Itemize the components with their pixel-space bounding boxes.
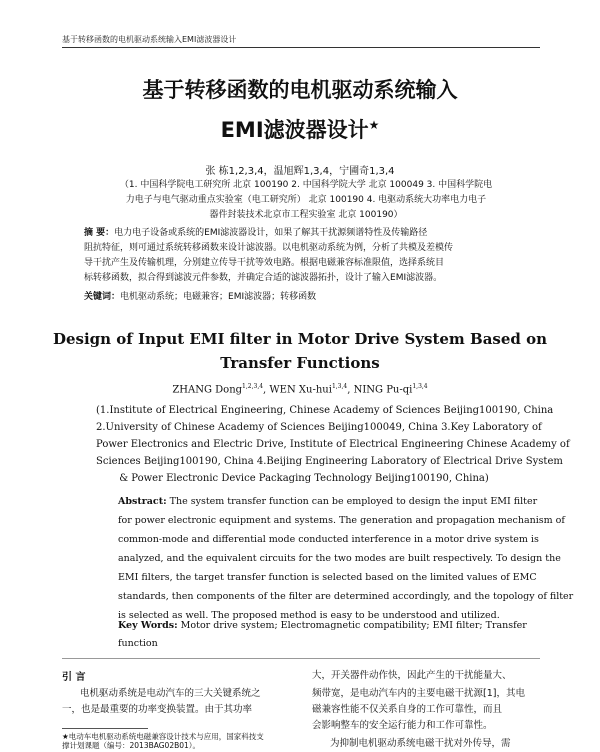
abstract-cn-line: 标转移函数，拟合得到滤波元件参数，并确定合适的滤波器拓扑，设计了输入EMI滤波器。 xyxy=(84,273,443,283)
abstract-cn-line: 阻抗特征，则可通过系统转移函数来设计滤波器。以电机驱动系统为例，分析了共模及差模传 xyxy=(84,243,454,253)
intro-right-line: 磁兼容性能不仅关系自身的工作可靠性，而且 xyxy=(312,704,503,715)
affiliation-cn-line: （1. 中国科学院电工研究所 北京 100190 2. 中国科学院大学 北京 100049 3. 中国科学院电 xyxy=(119,180,493,190)
title-en-line2: Transfer Functions xyxy=(220,354,380,372)
footnote-line: ★电动车电机驱动系统电磁兼容设计技术与应用，国家科技支 xyxy=(62,732,264,741)
author-en-3-sup: 1,3,4 xyxy=(412,383,428,390)
affiliation-en-line: Sciences Beijing100190, China 4.Beijing Engineering Laboratory of Electrical Drive System xyxy=(96,456,563,467)
keywords-cn-label: 关键词： xyxy=(84,292,121,302)
author-en-2: WEN Xu-hui xyxy=(269,384,332,396)
abstract-cn-label: 摘 要： xyxy=(84,228,115,238)
intro-left-line: 电机驱动系统是电动汽车的三大关键系统之 xyxy=(80,688,261,699)
keywords-en-label: Key Words: xyxy=(118,620,178,631)
intro-right-line: 大，开关器件动作快，因此产生的干扰能量大、 xyxy=(312,670,512,681)
affiliation-en-line: Power Electronics and Electric Drive, Institute of Electrical Engineering Chinese Academy of xyxy=(96,439,570,450)
authors-cn: 张 栋1,2,3,4，温旭辉1,3,4，宁圃奇1,3,4 xyxy=(205,166,395,177)
section-divider xyxy=(62,658,540,659)
author-en-1-sup: 1,2,3,4 xyxy=(242,383,264,390)
keywords-en-line2: function xyxy=(118,638,158,649)
affiliation-cn-line: 器件封装技术北京市工程实验室 北京 100190） xyxy=(209,210,403,220)
keywords-cn-text: 电机驱动系统；电磁兼容；EMI滤波器；转移函数 xyxy=(120,292,317,302)
abstract-en-line xyxy=(118,492,538,512)
title-cn-line2: EMI滤波器设计 xyxy=(220,118,369,142)
intro-heading: 引 言 xyxy=(62,672,86,683)
abstract-en-label: Abstract: xyxy=(118,496,167,507)
author-en-1: ZHANG Dong xyxy=(172,384,243,396)
abstract-en-text: The system transfer function can be employed to design the input EMI filter xyxy=(166,496,538,507)
running-header: 基于转移函数的电机驱动系统输入EMI滤波器设计 xyxy=(62,35,237,44)
affiliation-en-line: (1.Institute of Electrical Engineering, Chinese Academy of Sciences Beijing100190, China xyxy=(96,405,554,416)
abstract-cn-line: 导干扰产生及传输机理，分别建立传导干扰等效电路。根据电磁兼容标准限值，选择系统目 xyxy=(84,258,445,268)
abstract-en-line: standards, then components of the filter are determined accordingly, and the topology of filter xyxy=(118,591,574,602)
abstract-en-line: common-mode and differential mode conducted interference in a motor drive system is xyxy=(118,534,539,545)
intro-right-line: 会影响整车的安全运行能力和工作可靠性。 xyxy=(312,720,493,731)
keywords-en-text: Motor drive system; Electromagnetic compatibility; EMI filter; Transfer xyxy=(177,620,527,631)
affiliation-en-line: 2.University of Chinese Academy of Sciences Beijing100049, China 3.Key Laboratory of xyxy=(96,422,542,433)
abstract-en-line: for power electronic equipment and systems. The generation and propagation mechanism of xyxy=(118,515,565,526)
title-cn-line1: 基于转移函数的电机驱动系统输入 xyxy=(142,78,458,102)
footnote-rule xyxy=(62,728,148,729)
intro-right-line: 频带宽，是电动汽车内的主要电磁干扰源[1]，其电 xyxy=(312,688,525,699)
keywords-en xyxy=(118,613,527,653)
title-en-line1: Design of Input EMI filter in Motor Drive System Based on xyxy=(52,330,548,348)
footnote-line: 撑计划课题（编号：2013BAG02B01）。 xyxy=(62,741,201,750)
affiliation-cn-line: 力电子与电气驱动重点实验室（电工研究所） 北京 100190 4. 电驱动系统大功率电力电子 xyxy=(125,195,487,205)
keywords-en-line1 xyxy=(118,617,527,635)
abstract-en-line: is selected as well. The proposed method is easy to be understood and utilized. xyxy=(118,610,500,621)
title-cn-line2-wrap xyxy=(0,114,600,144)
header-rule xyxy=(62,47,540,48)
abstract-en-line: analyzed, and the equivalent circuits for the two modes are built respectively. To design the xyxy=(118,553,561,564)
abstract-cn-line xyxy=(84,226,524,241)
authors-en: ZHANG Dong$^{1,2,3,4}$, WEN Xu-hui$^{1,3,4}$, NING Pu-qi$^{1,3,4}$ xyxy=(172,383,428,396)
title-star: ★ xyxy=(368,118,380,132)
keywords-cn xyxy=(84,290,524,305)
intro-right-line: 为抑制电机驱动系统电磁干扰对外传导，需 xyxy=(330,738,511,749)
affiliation-en-line: & Power Electronic Device Packaging Technology Beijing100190, China) xyxy=(119,473,489,484)
abstract-cn-text: 电力电子设备或系统的EMI滤波器设计，如果了解其干扰源频谱特性及传输路径 xyxy=(114,228,428,238)
author-en-2-sup: 1,3,4 xyxy=(331,383,348,390)
author-en-3: NING Pu-qi xyxy=(353,384,413,396)
intro-left-line: 一，也是最重要的功率变换装置。由于其功率 xyxy=(62,704,253,715)
abstract-en-line: EMI filters, the target transfer function is selected based on the limited values of EMC xyxy=(118,572,537,583)
